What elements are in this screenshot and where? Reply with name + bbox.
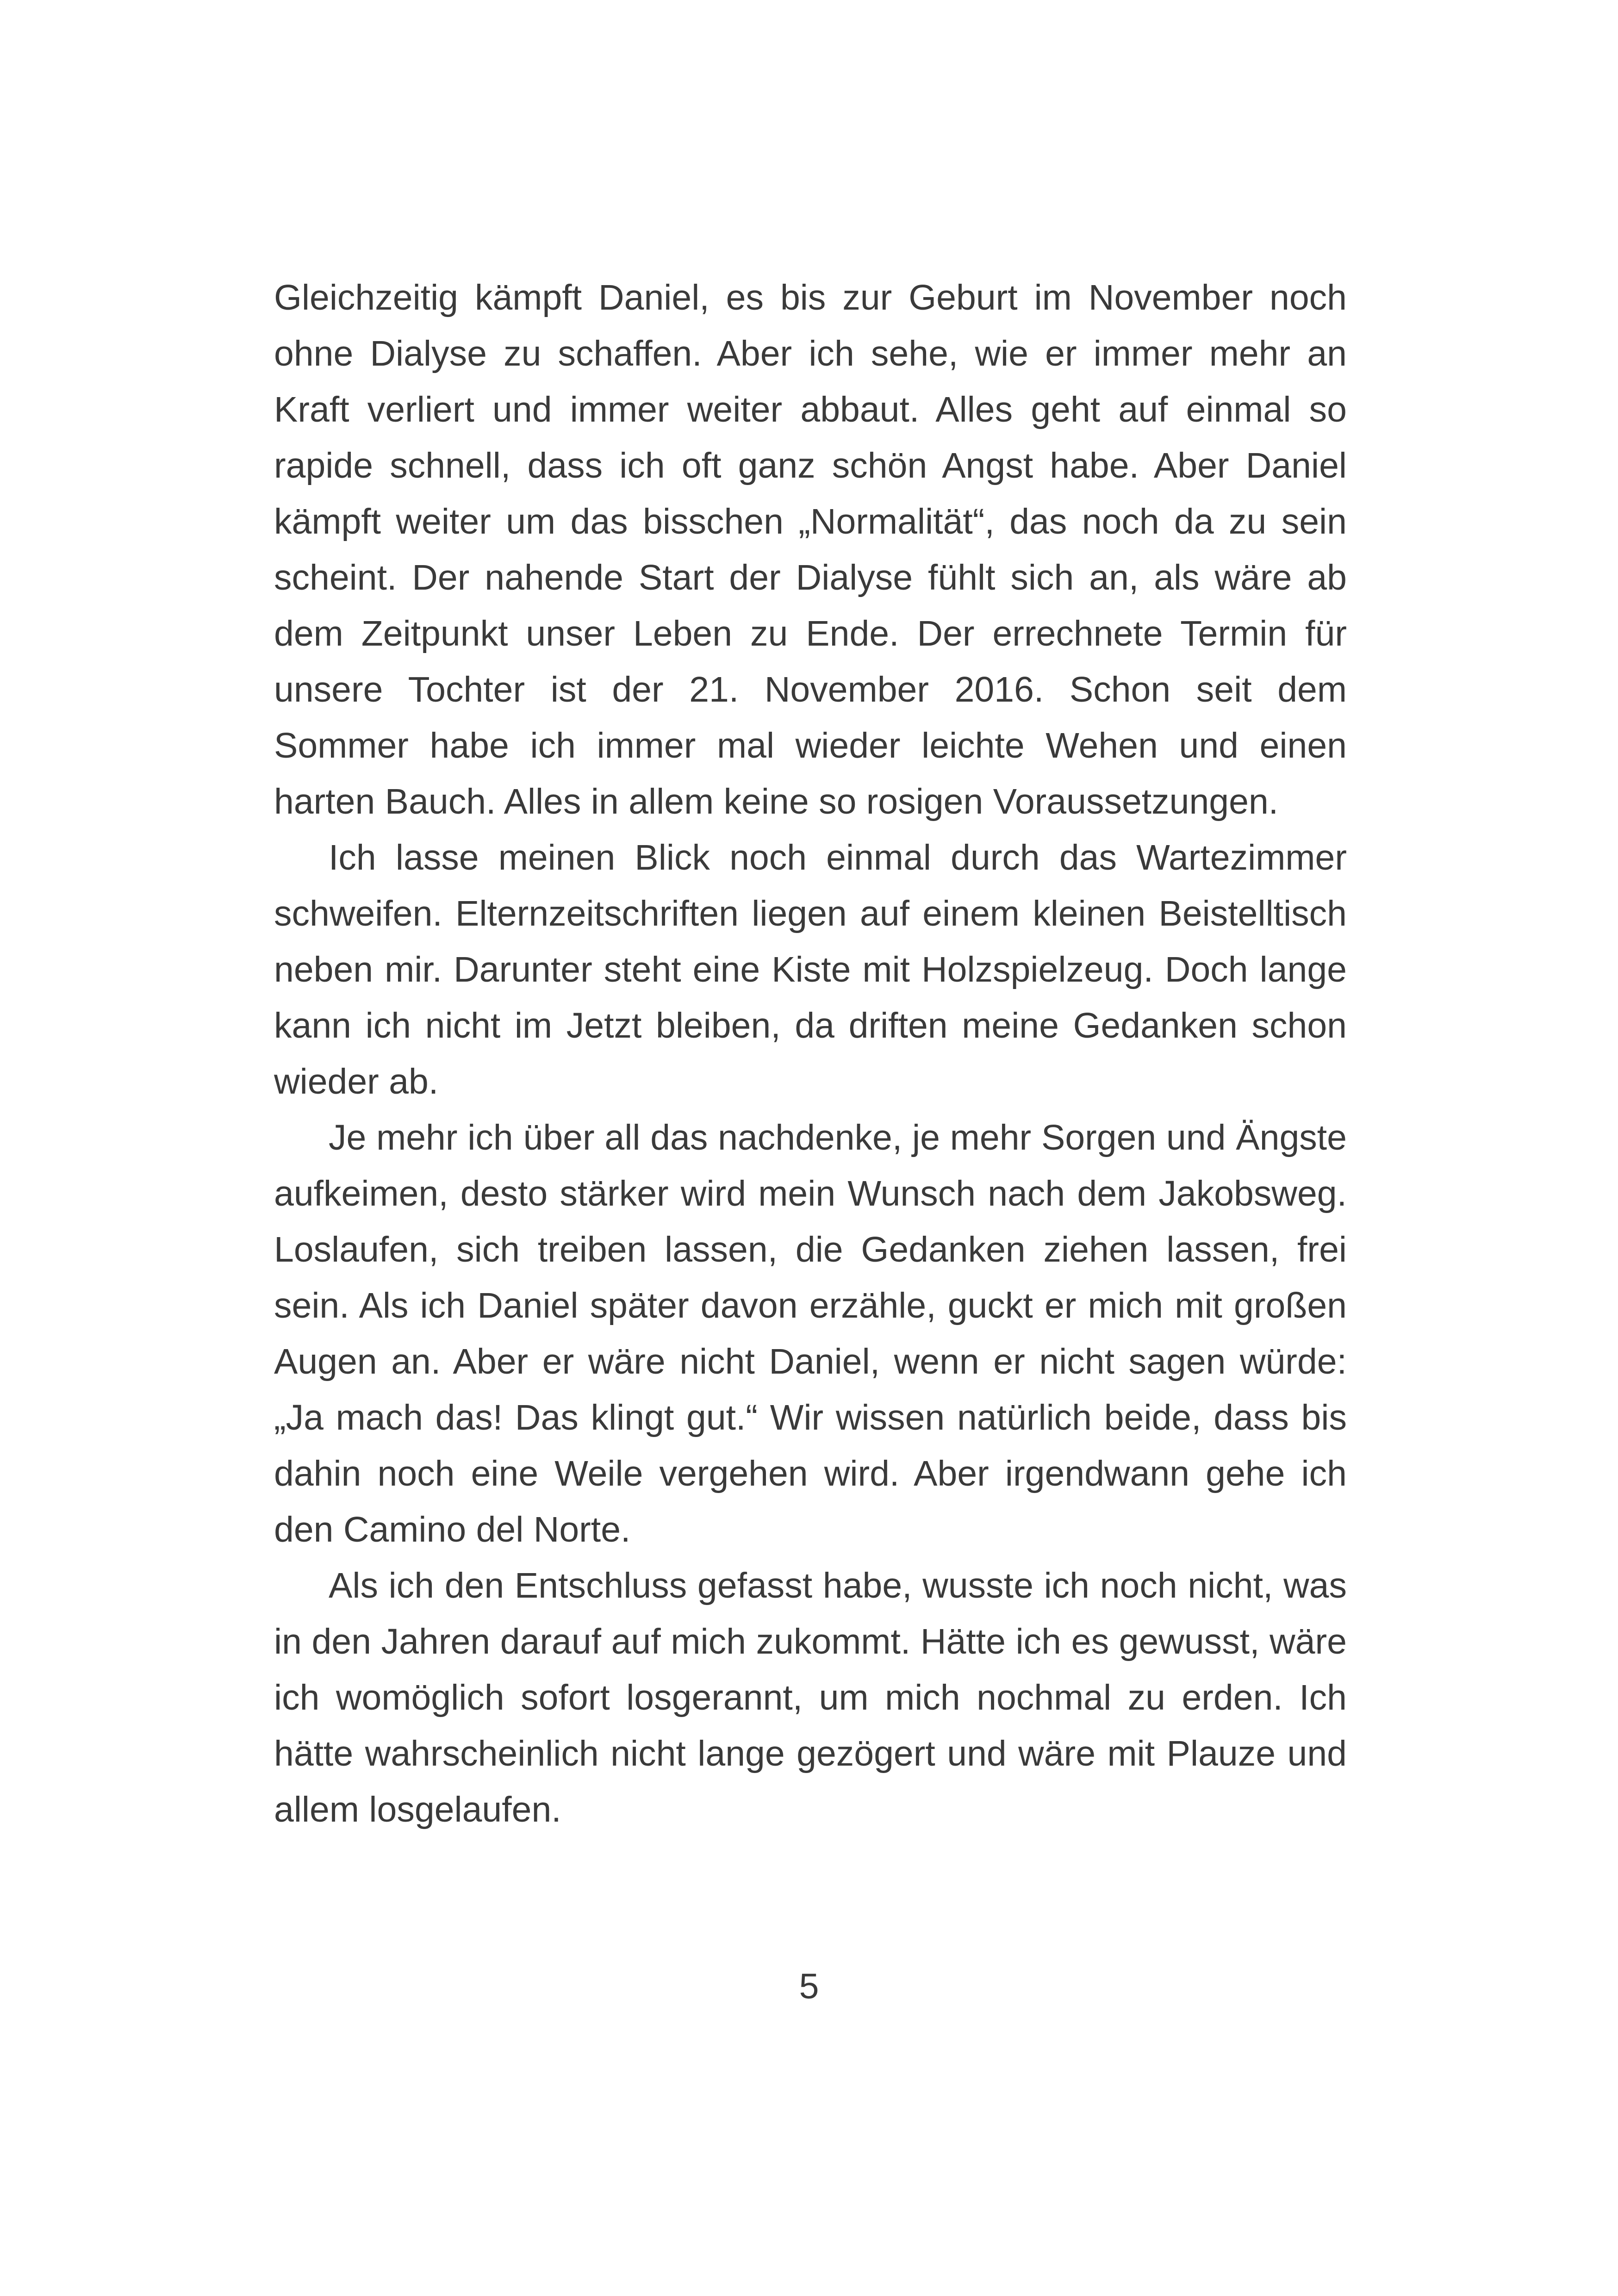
paragraph: Gleichzeitig kämpft Daniel, es bis zur Geburt im November noch ohne Dialyse zu schaffen. Aber ich sehe, wie er immer mehr an Kraft verliert und immer weiter abbaut. Alles geht auf einmal so rapide schnell, dass ich oft ganz schön Angst habe. Aber Daniel kämpft weiter um das bisschen „Normalität“, das noch da zu sein scheint. Der nahende Start der Dialyse fühlt sich an, als wäre ab dem Zeitpunkt unser Leben zu Ende. Der errechnete Termin für unsere Tochter ist der 21. November 2016. Schon seit dem Sommer habe ich immer mal wieder leichte Wehen und einen harten Bauch. Alles in allem keine so rosigen Voraussetzungen. bbox=[274, 278, 1347, 821]
paragraph: Je mehr ich über all das nachdenke, je mehr Sorgen und Ängste aufkeimen, desto stärker wird mein Wunsch nach dem Jakobsweg. Loslaufen, sich treiben lassen, die Gedanken ziehen lassen, frei sein. Als ich Daniel später davon erzähle, guckt er mich mit großen Augen an. Aber er wäre nicht Daniel, wenn er nicht sagen würde: „Ja mach das! Das klingt gut.“ Wir wissen natürlich beide, dass bis dahin noch eine Weile vergehen wird. Aber irgendwann gehe ich den Camino del Norte. bbox=[274, 1118, 1347, 1549]
body-text bbox=[274, 270, 1347, 1838]
paragraph: Als ich den Entschluss gefasst habe, wusste ich noch nicht, was in den Jahren darauf auf mich zukommt. Hätte ich es gewusst, wäre ich womöglich sofort losgerannt, um mich nochmal zu erden. Ich hätte wahrscheinlich nicht lange gezögert und wäre mit Plauze und allem losgelaufen. bbox=[274, 1566, 1347, 1829]
paragraph: Ich lasse meinen Blick noch einmal durch das Wartezimmer schweifen. Elternzeitschriften liegen auf einem kleinen Beistelltisch neben mir. Darunter steht eine Kiste mit Holzspielzeug. Doch lange kann ich nicht im Jetzt bleiben, da driften meine Gedanken schon wieder ab. bbox=[274, 838, 1347, 1101]
page-number: 5 bbox=[799, 1966, 819, 2006]
